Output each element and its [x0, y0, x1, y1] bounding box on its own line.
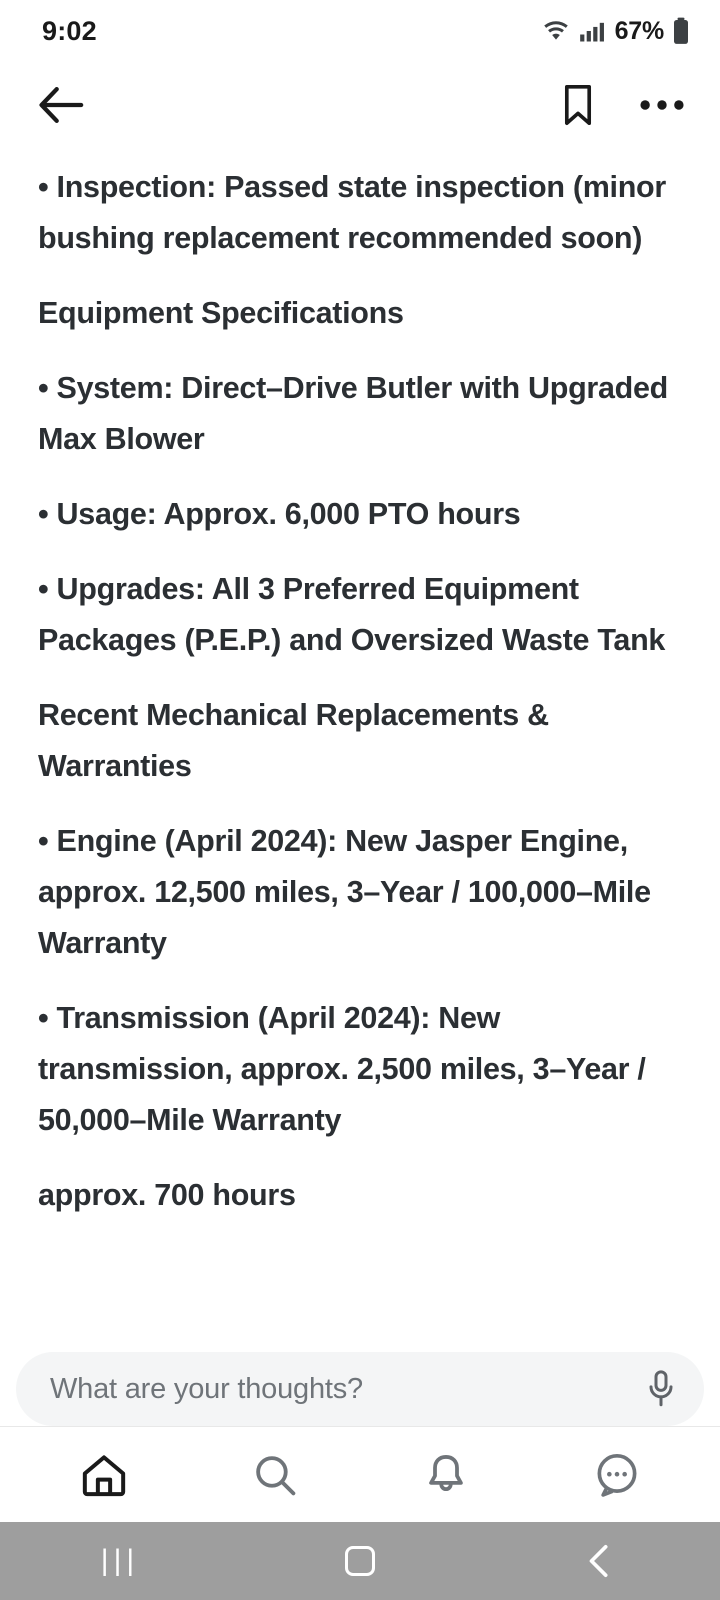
home-icon — [81, 1453, 127, 1497]
cellular-signal-icon — [579, 19, 607, 43]
post-paragraph: • Transmission (April 2024): New transmission, approx. 2,500 miles, 3–Year / 50,000–Mile Warranty — [38, 1001, 646, 1137]
bottom-navigation — [0, 1426, 720, 1522]
comment-input-bar[interactable] — [16, 1352, 704, 1426]
nav-item-search[interactable] — [189, 1427, 360, 1522]
system-recents-icon: ||| — [100, 1544, 140, 1577]
battery-percent-label: 67% — [614, 16, 664, 45]
system-home-button[interactable] — [240, 1546, 480, 1576]
post-body[interactable] — [0, 148, 720, 1426]
wifi-icon — [541, 19, 571, 43]
post-paragraph: approx. 700 hours — [38, 1178, 296, 1212]
post-paragraph: • Upgrades: All 3 Preferred Equipment Packages (P.E.P.) and Oversized Waste Tank — [38, 572, 666, 657]
system-navigation-bar — [0, 1522, 720, 1600]
system-back-icon — [586, 1544, 614, 1578]
system-recents-button[interactable] — [0, 1544, 240, 1578]
comment-input-placeholder[interactable]: What are your thoughts? — [50, 1372, 363, 1405]
post-paragraph: • Engine (April 2024): New Jasper Engine, approx. 12,500 miles, 3–Year / 100,000–Mile Warranty — [38, 824, 651, 960]
status-time: 9:02 — [42, 15, 97, 46]
app-bar — [0, 62, 720, 148]
system-home-icon — [345, 1546, 375, 1576]
nav-item-chat[interactable] — [531, 1427, 702, 1522]
status-indicators — [541, 17, 690, 46]
nav-item-notifications[interactable] — [360, 1427, 531, 1522]
app-bar-actions — [562, 84, 684, 126]
search-icon — [252, 1453, 298, 1497]
system-back-button[interactable] — [480, 1544, 720, 1578]
nav-item-home[interactable] — [18, 1427, 189, 1522]
battery-icon — [672, 17, 690, 45]
post-paragraph: • Usage: Approx. 6,000 PTO hours — [38, 497, 521, 531]
more-options-icon[interactable] — [640, 97, 684, 113]
post-paragraph: Recent Mechanical Replacements & Warranties — [38, 698, 549, 783]
post-paragraph: Equipment Specifications — [38, 296, 404, 330]
bell-icon — [424, 1453, 468, 1497]
microphone-icon[interactable] — [644, 1369, 678, 1409]
bookmark-icon[interactable] — [562, 84, 594, 126]
chat-bubble-icon — [594, 1453, 640, 1497]
post-paragraph: • System: Direct–Drive Butler with Upgraded Max Blower — [38, 371, 668, 456]
post-paragraph: • Inspection: Passed state inspection (minor bushing replacement recommended soon) — [38, 170, 666, 255]
back-arrow-icon[interactable] — [38, 85, 84, 125]
status-bar — [0, 0, 720, 62]
